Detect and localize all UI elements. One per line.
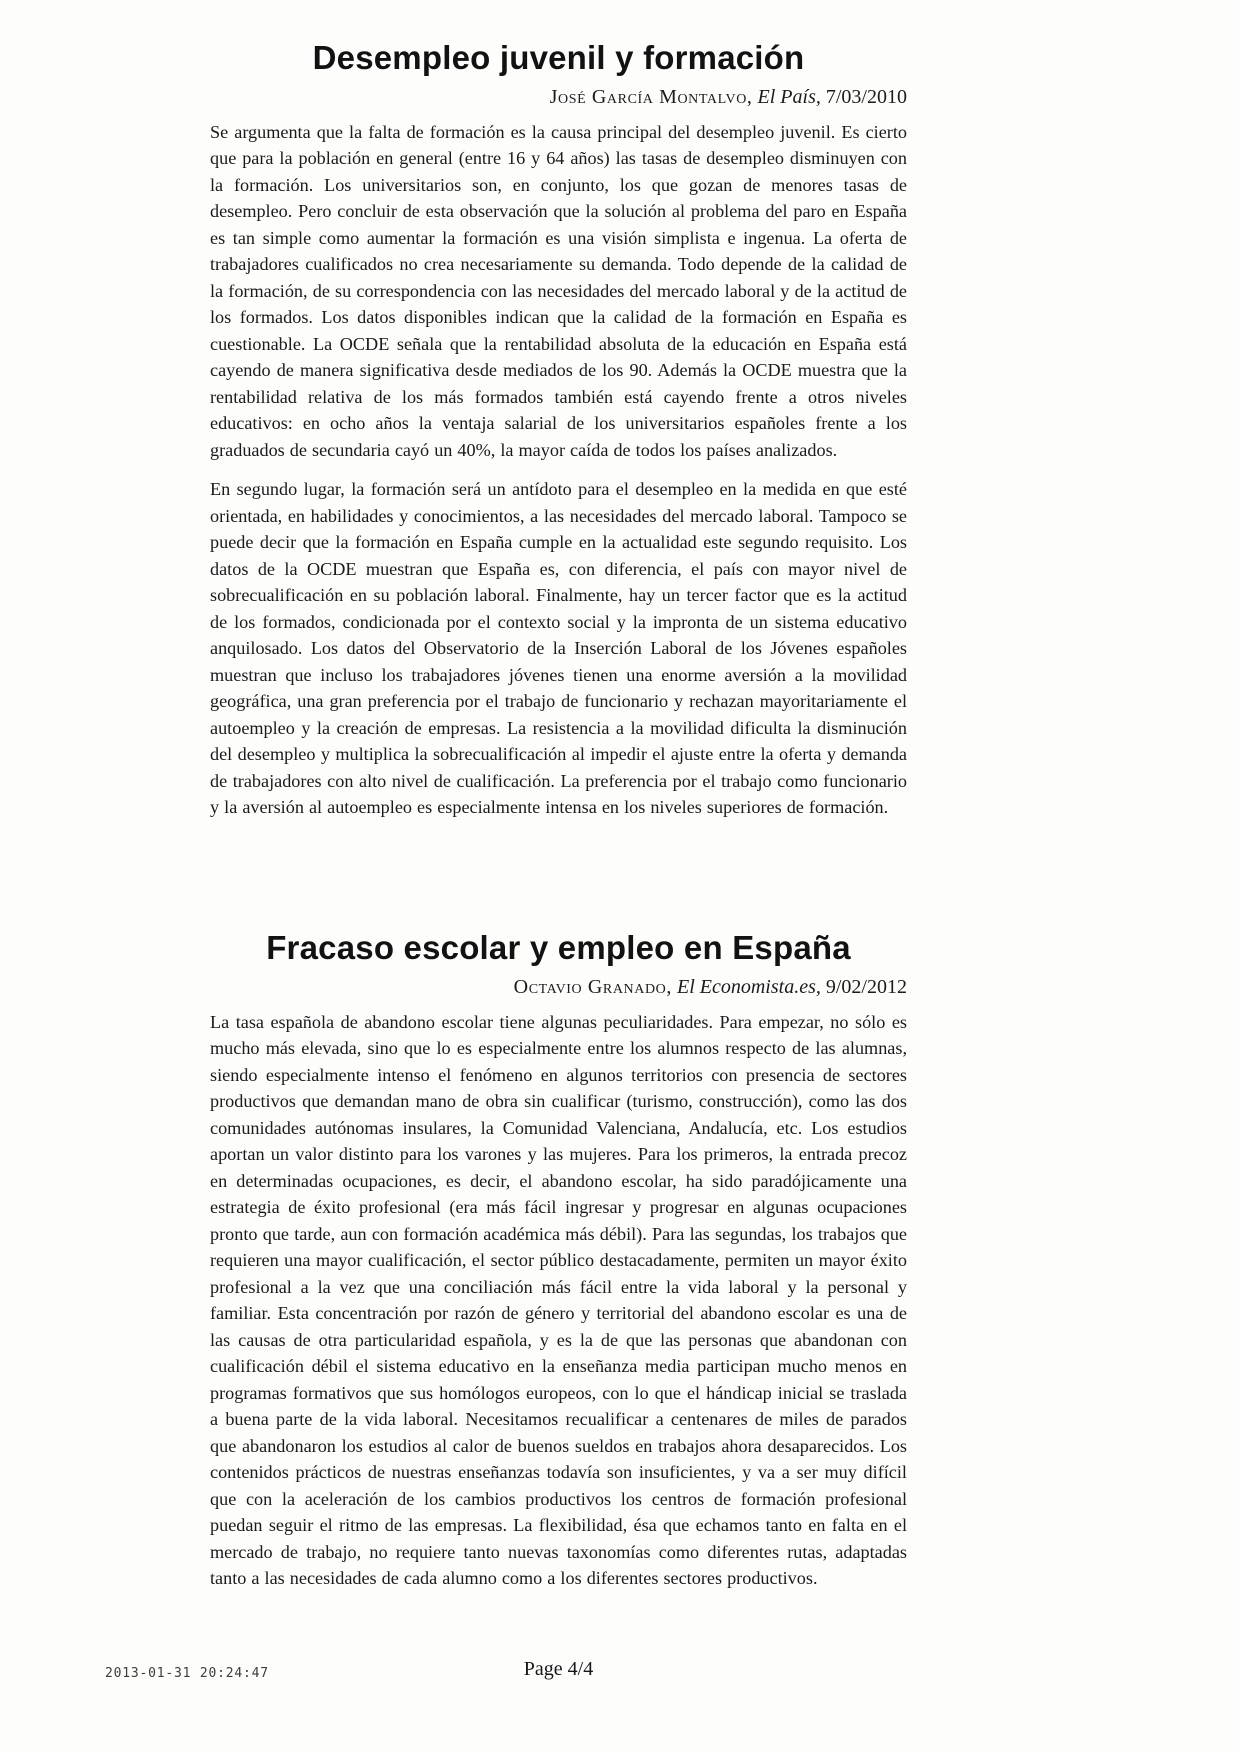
article-byline — [210, 86, 907, 109]
article-fracaso-escolar — [210, 928, 907, 1592]
byline-date: 9/02/2012 — [825, 975, 907, 998]
article-paragraph: La tasa española de abandono escolar tiene algunas peculiaridades. Para empezar, no sólo es mucho más elevada, sino que lo es especialmente entre los alumnos respecto de las alumnas, siendo especialmente intenso el fenómeno en algunos territorios con presencia de sectores productivos que demandan mano de obra sin cualificar (turismo, construcción), como las dos comunidades autónomas insulares, la Comunidad Valenciana, Andalucía, etc. Los estudios aportan un valor distinto para los varones y las mujeres. Para los primeros, la entrada precoz en determinadas ocupaciones, es decir, el abandono escolar, ha sido paradójicamente una estrategia de éxito profesional (era más fácil ingresar y progresar en algunas ocupaciones pronto que tarde, aun con formación académica más débil). Para las segundas, los trabajos que requieren una mayor cualificación, el sector público destacadamente, permiten un mayor éxito profesional a la vez que una conciliación más fácil entre la vida laboral y la personal y familiar. Esta concentración por razón de género y territorial del abandono escolar es una de las causas de otra particularidad española, y es la de que las personas que abandonan con cualificación débil el sistema educativo en la enseñanza media participan mucho menos en programas formativos que sus homólogos europeos, con lo que el hándicap inicial se traslada a buena parte de la vida laboral. Necesitamos recualificar a centenares de miles de parados que abandonaron los estudios al calor de buenos sueldos en trabajos ahora desaparecidos. Los contenidos prácticos de nuestras enseñanzas todavía son insuficientes, y va a ser muy difícil que con la aceleración de los cambios productivos los centros de formación profesional puedan seguir el ritmo de las empresas. La flexibilidad, ésa que echamos tanto en falta en el mercado de trabajo, no requiere tanto nuevas taxonomías como diferentes rutas, adaptadas tanto a las necesidades de cada alumno como a los diferentes sectores productivos. — [210, 1011, 907, 1589]
article-desempleo-juvenil — [210, 38, 907, 821]
byline-source: El Economista.es, — [677, 975, 821, 998]
article-paragraph: Se argumenta que la falta de formación es la causa principal del desempleo juvenil. Es cierto que para la población en general (entre 16 y 64 años) las tasas de desempleo disminuyen con la formación. Los universitarios son, en conjunto, los que gozan de menores tasas de desempleo. Pero concluir de esta observación que la solución al problema del paro en España es tan simple como aumentar la formación es una visión simplista e ingenua. La oferta de trabajadores cualificados no crea necesariamente su demanda. Todo depende de la calidad de la formación, de su correspondencia con las necesidades del mercado laboral y de la actitud de los formados. Los datos disponibles indican que la calidad de la formación en España es cuestionable. La OCDE señala que la rentabilidad absoluta de la educación en España está cayendo de manera significativa desde mediados de los 90. Además la OCDE muestra que la rentabilidad relativa de los más formados también está cayendo frente a otros niveles educativos: en ocho años la ventaja salarial de los universitarios españoles frente a los graduados de secundaria cayó un 40%, la mayor caída de todos los países analizados. — [210, 121, 907, 460]
byline-date: 7/03/2010 — [825, 85, 907, 108]
footer-page-number: Page 4/4 — [523, 1658, 594, 1680]
byline-author: Octavio Granado, — [513, 975, 672, 998]
byline-author: José García Montalvo, — [549, 85, 753, 108]
article-paragraph: En segundo lugar, la formación será un antídoto para el desempleo en la medida en que esté orientada, en habilidades y conocimientos, a las necesidades del mercado laboral. Tampoco se puede decir que la formación en España cumple en la actualidad este segundo requisito. Los datos de la OCDE muestran que España es, con diferencia, el país con mayor nivel de sobrecualificación en su población laboral. Finalmente, hay un tercer factor que es la actitud de los formados, condicionada por el contexto social y la impronta de un sistema educativo anquilosado. Los datos del Observatorio de la Inserción Laboral de los Jóvenes españoles muestran que incluso los trabajadores jóvenes tienen una enorme aversión a la movilidad geográfica, una gran preferencia por el trabajo de funcionario y rechazan mayoritariamente el autoempleo y la creación de empresas. La resistencia a la movilidad dificulta la disminución del desempleo y multiplica la sobrecualificación al impedir el ajuste entre la oferta y demanda de trabajadores con alto nivel de cualificación. La preferencia por el trabajo como funcionario y la aversión al autoempleo es especialmente intensa en los niveles superiores de formación. — [210, 479, 907, 818]
byline-source: El País, — [757, 85, 821, 108]
article-title: Fracaso escolar y empleo en España — [266, 929, 851, 966]
article-title: Desempleo juvenil y formación — [312, 39, 805, 76]
article-byline — [210, 976, 907, 999]
footer-timestamp: 2013-01-31 20:24:47 — [105, 1666, 269, 1681]
